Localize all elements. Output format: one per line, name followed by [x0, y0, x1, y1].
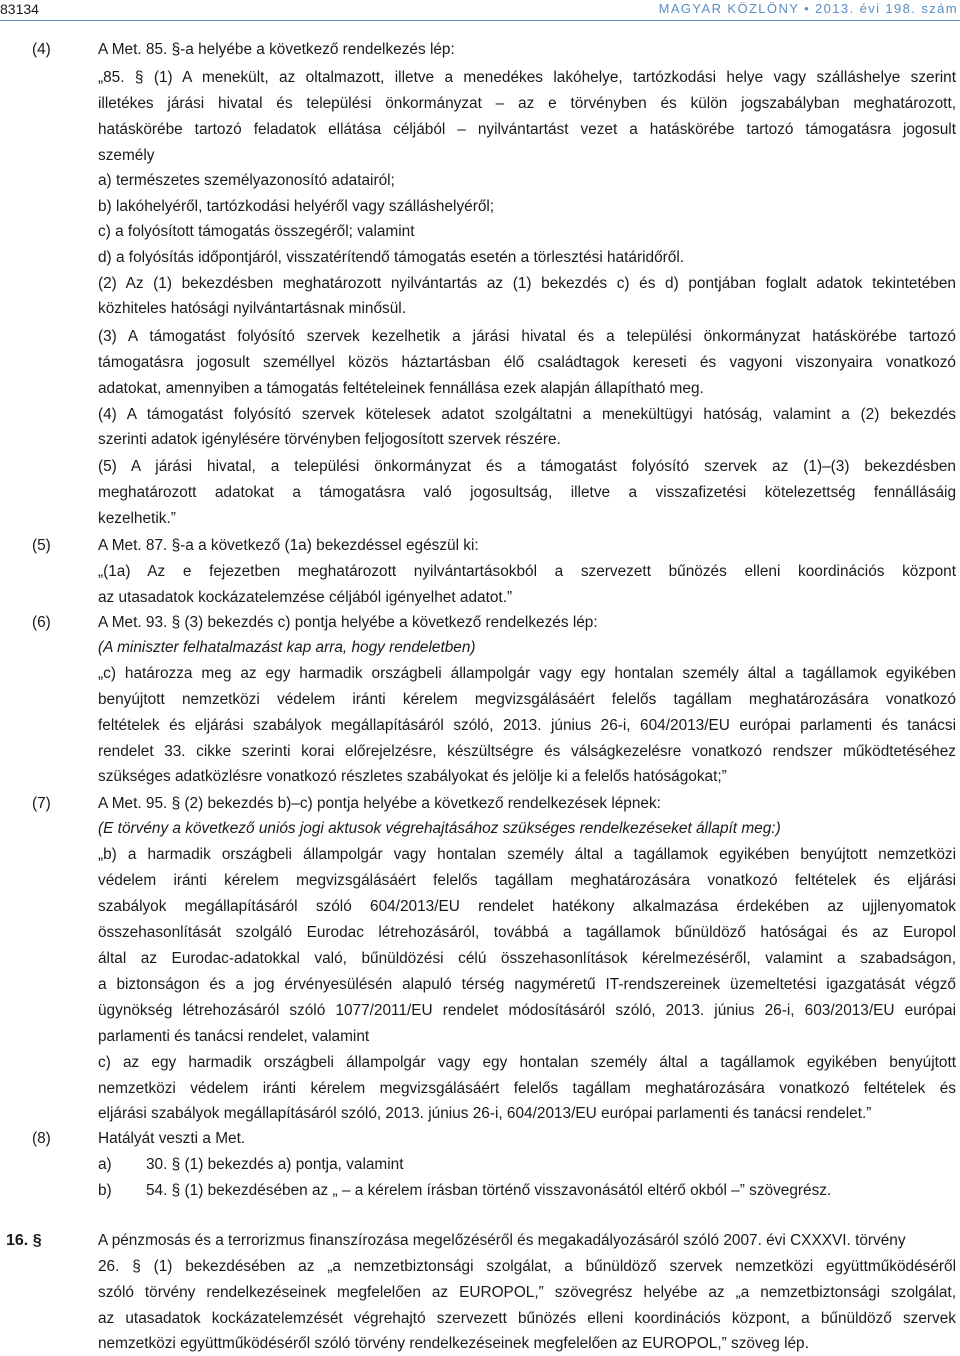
text-line: közhiteles hatósági nyilvántartásnak minősül.	[98, 300, 406, 317]
text-line: az utasadatok kockázatelemzése céljából igényelhet adatot.”	[98, 589, 513, 606]
page-number: 83134	[0, 1, 39, 17]
text-line: parlamenti és tanácsi rendelet, valamint	[98, 1028, 370, 1045]
text-line: a biztonságon és a jog érvényesülésén alapuló térség nagyméretű IT-rendszereinek üzemeltetési igazgatását végző	[98, 976, 956, 993]
list-item-text: 54. § (1) bekezdésében az „ – a kérelem írásban történő visszavonásától eltérő okból –” szövegrész.	[146, 1182, 832, 1199]
text-line: A pénzmosás és a terrorizmus finanszírozása megelőzéséről és megakadályozásáról szóló 2007. évi CXXXVI. törvény	[98, 1232, 906, 1249]
text-line: eljárási szabályok megállapításáról szóló, 2013. június 26-i, 604/2013/EU európai parlamenti és tanácsi rendelet.”	[98, 1105, 872, 1122]
italic-line: (A miniszter felhatalmazást kap arra, hogy rendeletben)	[98, 639, 476, 656]
text-line: (5) A járási hivatal, a települési önkormányzat és a támogatást folyósító szervek az (1)–(3) bekezdésben	[98, 458, 956, 475]
text-line: a) természetes személyazonosító adatairól;	[98, 172, 395, 189]
text-line: 26. § (1) bekezdésében az „a nemzetbiztonsági szolgálat, a bűnüldöző szervek nemzetközi együttműködéséről	[98, 1258, 956, 1275]
text-line: illetékes járási hivatal és települési önkormányzat – az e törvényben és külön jogszabályban meghatározott,	[98, 95, 956, 112]
list-item-text: 30. § (1) bekezdés a) pontja, valamint	[146, 1156, 404, 1173]
text-line: szóló törvény rendelkezéseinek megfelelően az EUROPOL,” szövegrész helyébe az „a nemzetbiztonsági szolgálat,	[98, 1284, 956, 1301]
journal-title: MAGYAR KÖZLÖNY • 2013. évi 198. szám	[658, 1, 958, 16]
text-line: „b) a harmadik országbeli állampolgár vagy hontalan személy által a tagállamok egyikében benyújtott nemzetközi	[98, 846, 956, 863]
text-line: ügynökség létrehozásáról szóló 1077/2011/EU rendelet módosításáról szóló, 2013. június 26-i, 603/2013/EU európai	[98, 1002, 956, 1019]
text-line: b) lakóhelyéről, tartózkodási helyéről vagy szálláshelyéről;	[98, 198, 495, 215]
text-line: (4) A támogatást folyósító szervek kötelesek adatot szolgáltatni a menekültügyi hatóság, valamint a (2) bekezdés	[98, 406, 956, 423]
text-line: szabályok megállapításáról szóló 604/2013/EU rendelet hatékony alkalmazása érdekében az ujjlenyomatok	[98, 898, 956, 915]
list-item-label: a)	[98, 1156, 112, 1173]
text-line: nemzetközi együttműködéséről szóló törvény rendelkezéseinek megfelelően az EUROPOL,” szöveg lép.	[98, 1335, 809, 1352]
paragraph-number: (8)	[32, 1130, 51, 1147]
text-line: benyújtott nemzetközi védelem iránti kérelem megvizsgálásáért felelős tagállam meghatározására vonatkozó	[98, 691, 956, 708]
text-line: szükséges adatközlésre vonatkozó részletes szabályokat és jelölje ki a felelős hatóságokat;”	[98, 768, 727, 785]
text-line: „85. § (1) A menekült, az oltalmazott, illetve a menedékes lakóhelye, tartózkodási helye vagy szálláshelye szerint	[98, 69, 956, 86]
text-line: kezelhetik.”	[98, 510, 176, 527]
paragraph-number: (5)	[32, 537, 51, 554]
text-line: meghatározott adatokat a támogatásra való jogosultság, illetve a visszafizetési kötelezettség fennállásáig	[98, 484, 956, 501]
text-line: „c) határozza meg az egy harmadik országbeli állampolgár vagy egy hontalan személy által a tagállamok egyikében	[98, 665, 956, 682]
text-line: az utasadatok kockázatelemzését végrehajtó szervezett bűnözés elleni koordinációs központ, a bűnüldöző szervek	[98, 1310, 956, 1327]
italic-line: (E törvény a következő uniós jogi aktusok végrehajtásához szükséges rendelkezéseket állapít meg:)	[98, 820, 781, 837]
text-line: támogatásra jogosult személlyel közös háztartásban élő családtagok kereseti és vagyoni viszonyaira vonatkozó	[98, 354, 956, 371]
text-line: A Met. 85. §-a helyébe a következő rendelkezés lép:	[98, 41, 455, 58]
list-item-label: b)	[98, 1182, 112, 1199]
text-line: Hatályát veszti a Met.	[98, 1130, 246, 1147]
text-line: adatokat, amennyiben a támogatás feltételeinek fennállása ezek alapján állapítható meg.	[98, 380, 704, 397]
text-line: feltételek és eljárási szabályok megállapításáról szóló, 2013. június 26-i, 604/2013/EU európai parlamenti és tanácsi	[98, 717, 956, 734]
text-line: személy	[98, 147, 155, 164]
section-number: 16. §	[6, 1232, 42, 1249]
text-line: szerinti adatok igénylésére törvényben feljogosított szervek részére.	[98, 431, 561, 448]
text-line: d) a folyósítás időpontjáról, visszatérítendő támogatás esetén a törlesztési határidőről.	[98, 249, 685, 266]
text-line: összehasonlítását szolgáló Eurodac létrehozásáról, továbbá a tagállamok bűnüldöző hatóságai és az Europol	[98, 924, 956, 941]
text-line: (2) Az (1) bekezdésben meghatározott nyilvántartás az (1) bekezdés c) és d) pontjában foglalt adatok tekintetében	[98, 275, 956, 292]
text-line: (3) A támogatást folyósító szervek kezelhetik a járási hivatal és a települési önkormányzat hatáskörébe tartozó	[98, 328, 956, 345]
paragraph-number: (4)	[32, 41, 51, 58]
text-line: A Met. 95. § (2) bekezdés b)–c) pontja helyébe a következő rendelkezések lépnek:	[98, 795, 661, 812]
text-line: A Met. 93. § (3) bekezdés c) pontja helyébe a következő rendelkezés lép:	[98, 614, 598, 631]
text-line: által az Eurodac-adatokkal való, bűnüldözési célú összehasonlítások kérelmezéséről, valamint a szabadságon,	[98, 950, 956, 967]
paragraph-number: (7)	[32, 795, 51, 812]
paragraph-number: (6)	[32, 614, 51, 631]
text-line: „(1a) Az e fejezetben meghatározott nyilvántartásokból a szervezett bűnözés elleni koordinációs központ	[98, 563, 956, 580]
text-line: hatáskörébe tartozó feladatok ellátása céljából – nyilvántartást vezet a hatáskörébe tartozó támogatásra jogosult	[98, 121, 956, 138]
text-line: A Met. 87. §-a a következő (1a) bekezdéssel egészül ki:	[98, 537, 479, 554]
text-line: c) az egy harmadik országbeli állampolgár vagy egy hontalan személy által a tagállamok egyikében benyújtott	[98, 1054, 956, 1071]
text-line: nemzetközi védelem iránti kérelem megvizsgálásáért felelős tagállam meghatározására vonatkozó feltételek és	[98, 1080, 956, 1097]
text-line: védelem iránti kérelem megvizsgálásáért felelős tagállam meghatározására vonatkozó feltételek és eljárási	[98, 872, 956, 889]
text-line: rendelet 33. cikke szerinti korai előrejelzésre, készültségre és válságkezelésre vonatkozó rendszer működtetéséhez	[98, 743, 956, 760]
text-line: c) a folyósított támogatás összegéről; valamint	[98, 223, 415, 240]
